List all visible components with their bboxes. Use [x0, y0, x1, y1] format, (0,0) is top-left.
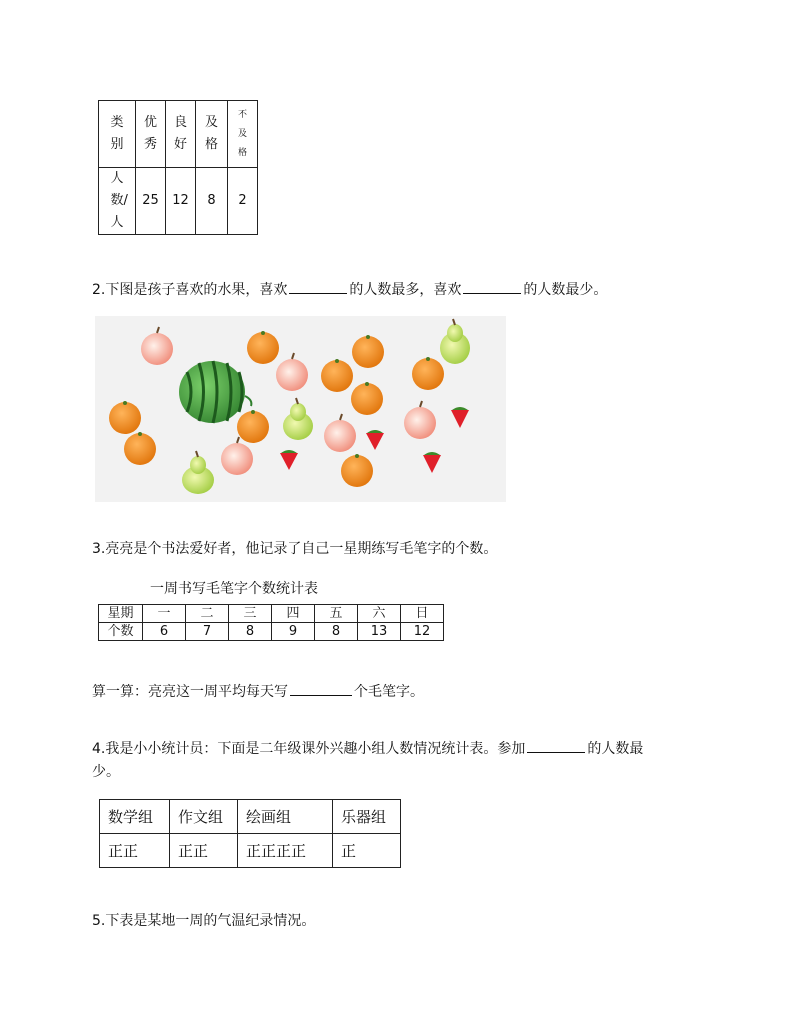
cell [228, 101, 258, 168]
grade-table-row [99, 168, 258, 235]
cell: 五 [315, 605, 358, 623]
cell: 8 [229, 623, 272, 641]
cell [99, 168, 136, 235]
group-tally-table [99, 799, 401, 868]
orange-icon [124, 432, 156, 465]
answer-blank[interactable] [289, 292, 347, 294]
cell: 6 [143, 623, 186, 641]
watermelon-icon [179, 361, 251, 423]
question-4-line-1 [92, 738, 643, 758]
q4-text-2: 的人数最 [587, 741, 644, 757]
calc-text-1: 算一算：亮亮这一周平均每天写 [92, 684, 288, 700]
question-5: 5.下表是某地一周的气温纪录情况。 [92, 913, 316, 929]
cell: 12 [401, 623, 444, 641]
cell: 13 [358, 623, 401, 641]
pear-icon [440, 319, 470, 364]
table-row [100, 834, 401, 868]
cell: 7 [186, 623, 229, 641]
cell: 乐器组 [333, 800, 401, 834]
calc-text-2: 个毛笔字。 [354, 684, 424, 700]
cell [166, 101, 196, 168]
cell: 8 [315, 623, 358, 641]
pear-icon [283, 398, 313, 440]
strawberry-icon [423, 452, 441, 473]
cell: 作文组 [170, 800, 238, 834]
cell-text: 及格 [205, 115, 219, 152]
strawberry-icon [451, 407, 469, 428]
pear-icon [182, 451, 214, 494]
calc-line [92, 681, 424, 701]
cell: 正正 [170, 834, 238, 868]
cell: 25 [136, 168, 166, 235]
strawberry-icon [280, 450, 298, 470]
table-row [99, 605, 444, 623]
cell-text: 人数/人 [110, 171, 128, 230]
peach-icon [404, 401, 436, 439]
cell [196, 101, 228, 168]
answer-blank[interactable] [290, 694, 352, 696]
cell [99, 101, 136, 168]
cell: 数学组 [100, 800, 170, 834]
orange-icon [321, 359, 353, 392]
cell [136, 101, 166, 168]
cell: 四 [272, 605, 315, 623]
cell: 9 [272, 623, 315, 641]
table-row [100, 800, 401, 834]
q4-text-1: 4.我是小小统计员：下面是二年级课外兴趣小组人数情况统计表。参加 [92, 741, 526, 757]
orange-icon [109, 401, 141, 434]
peach-icon [276, 353, 308, 391]
answer-blank[interactable] [527, 751, 585, 753]
cell: 三 [229, 605, 272, 623]
orange-icon [237, 410, 269, 443]
cell: 绘画组 [238, 800, 333, 834]
question-3: 3.亮亮是个书法爱好者，他记录了自己一星期练写毛笔字的个数。 [92, 541, 498, 557]
table-row [99, 623, 444, 641]
answer-blank[interactable] [463, 292, 521, 294]
q2-text-3: 的人数最少。 [523, 282, 608, 298]
question-2 [92, 279, 607, 299]
orange-icon [341, 454, 373, 487]
fruit-picture [95, 316, 506, 502]
cell: 二 [186, 605, 229, 623]
peach-icon [324, 414, 356, 452]
cell-text: 优秀 [144, 115, 158, 152]
grade-table [98, 100, 258, 235]
cell-text: 良好 [174, 115, 188, 152]
cell: 六 [358, 605, 401, 623]
orange-icon [412, 357, 444, 390]
cell: 正正 [100, 834, 170, 868]
cell-text: 不及格 [238, 109, 248, 158]
cell: 2 [228, 168, 258, 235]
cell: 12 [166, 168, 196, 235]
weekly-count-table [98, 604, 444, 641]
peach-icon [221, 437, 253, 475]
cell: 个数 [99, 623, 143, 641]
cell: 日 [401, 605, 444, 623]
orange-icon [351, 382, 383, 415]
cell: 一 [143, 605, 186, 623]
peach-icon [141, 327, 173, 365]
q2-text-1: 2.下图是孩子喜欢的水果，喜欢 [92, 282, 288, 298]
grade-table-header [99, 101, 258, 168]
cell: 正 [333, 834, 401, 868]
q2-text-2: 的人数最多，喜欢 [349, 282, 462, 298]
orange-icon [352, 335, 384, 368]
strawberry-icon [366, 430, 384, 450]
question-4-line-2: 少。 [92, 764, 120, 780]
cell: 8 [196, 168, 228, 235]
table-caption: 一周书写毛笔字个数统计表 [150, 581, 318, 597]
cell: 星期 [99, 605, 143, 623]
cell-text: 类别 [110, 115, 124, 152]
cell: 正正正正 [238, 834, 333, 868]
orange-icon [247, 331, 279, 364]
